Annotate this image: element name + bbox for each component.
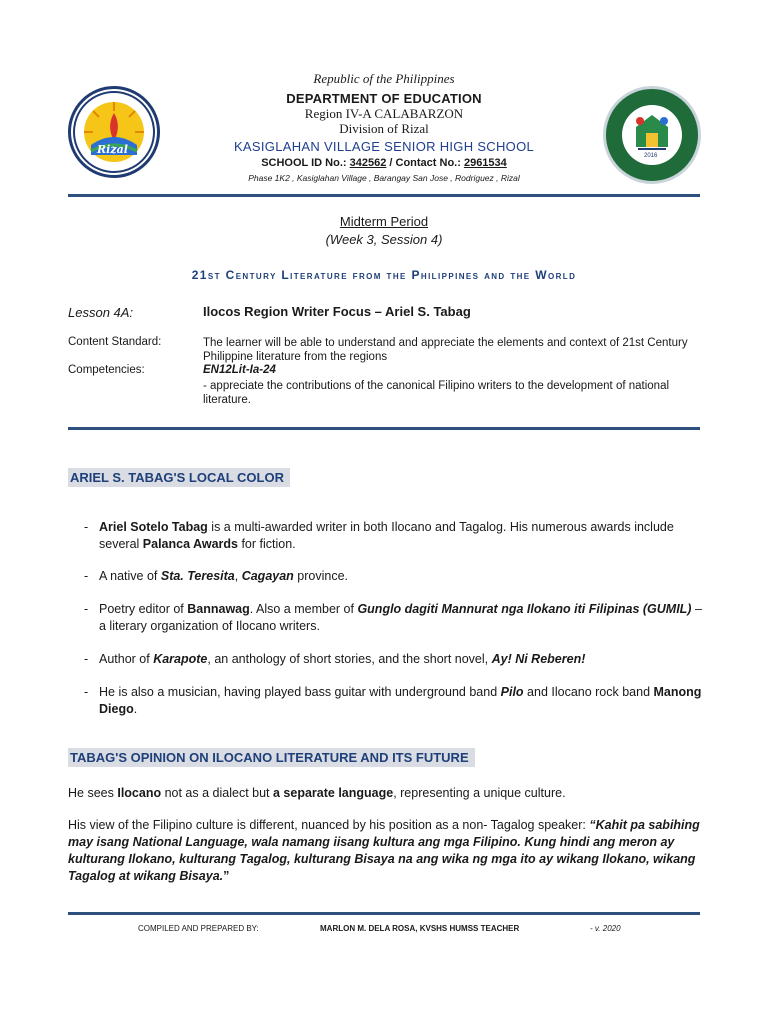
bullet-item: - Author of Karapote, an anthology of short stories, and the short novel, Ay! Ni Reberen! <box>84 652 586 666</box>
lesson-label: Lesson 4A: <box>68 305 134 320</box>
footer-author: MARLON M. DELA ROSA, KVSHS HUMSS TEACHER <box>320 924 520 933</box>
section-opinion-heading: TABAG'S OPINION ON ILOCANO LITERATURE AND ITS FUTURE <box>68 748 475 767</box>
competency-code: EN12Lit-Ia-24 <box>203 364 276 376</box>
footer-divider <box>68 912 700 915</box>
section-local-color-heading: ARIEL S. TABAG'S LOCAL COLOR <box>68 468 290 487</box>
paragraph: He sees Ilocano not as a dialect but a separate language, representing a unique culture. <box>68 786 566 800</box>
competencies-label: Competencies: <box>68 364 145 376</box>
week-session: (Week 3, Session 4) <box>325 232 443 247</box>
school-id-line: SCHOOL ID No.: 342562 / Contact No.: 2961534 <box>261 157 507 169</box>
course-title: 21st Century Literature from the Philippines and the World <box>191 268 577 282</box>
content-standard-text: The learner will be able to understand and appreciate the elements and context of 21st Century Philippine literature from the regions <box>203 337 688 363</box>
bullet-item: - He is also a musician, having played bass guitar with underground band Pilo and Ilocano rock band Manong Diego. <box>84 685 702 716</box>
content-standard-label: Content Standard: <box>68 336 162 348</box>
department-name: DEPARTMENT OF EDUCATION <box>286 91 482 106</box>
lesson-title: Ilocos Region Writer Focus – Ariel S. Tabag <box>203 304 471 319</box>
division-line: Division of Rizal <box>339 121 429 136</box>
paragraph: His view of the Filipino culture is different, nuanced by his position as a non- Tagalog speaker: “Kahit pa sabihing may isang National Language, wala namang iisang kultura ang mga Filipino. Kung hindi ang meron ay kulturang Ilokano, kulturang Tagalog, kulturang Bisaya na ang wika ng mga ito ay wikang Ilokano, wikang Tagalog at wikang Bisaya.” <box>68 818 700 883</box>
seal-rizal-text: Rizal <box>97 143 128 156</box>
school-id: 342562 <box>349 157 387 169</box>
period-title: Midterm Period <box>339 214 429 229</box>
republic-line: Republic of the Philippines <box>313 71 455 86</box>
school-name: KASIGLAHAN VILLAGE SENIOR HIGH SCHOOL <box>233 139 535 154</box>
competency-text: - appreciate the contributions of the canonical Filipino writers to the development of national literature. <box>203 380 670 406</box>
school-address: Phase 1K2 , Kasiglahan Village , Barangay San Jose , Rodriguez , Rizal <box>248 173 520 183</box>
lesson-divider <box>68 427 700 430</box>
header-divider <box>68 194 700 197</box>
seal-year: 2016 <box>644 153 658 159</box>
contact-number: 2961534 <box>463 157 507 169</box>
bullet-item: - Poetry editor of Bannawag. Also a member of Gunglo dagiti Mannurat nga Ilokano iti Filipinas (GUMIL) – a literary organization of Ilocano writers. <box>84 602 702 633</box>
footer-compiled-label: COMPILED AND PREPARED BY: <box>138 924 259 933</box>
region-line: Region IV-A CALABARZON <box>304 106 464 121</box>
footer-version: - v. 2020 <box>590 924 621 933</box>
bullet-item: - Ariel Sotelo Tabag is a multi-awarded writer in both Ilocano and Tagalog. His numerous awards include several Palanca Awards for fiction. <box>84 520 674 551</box>
bullet-item: - A native of Sta. Teresita, Cagayan province. <box>84 569 349 583</box>
